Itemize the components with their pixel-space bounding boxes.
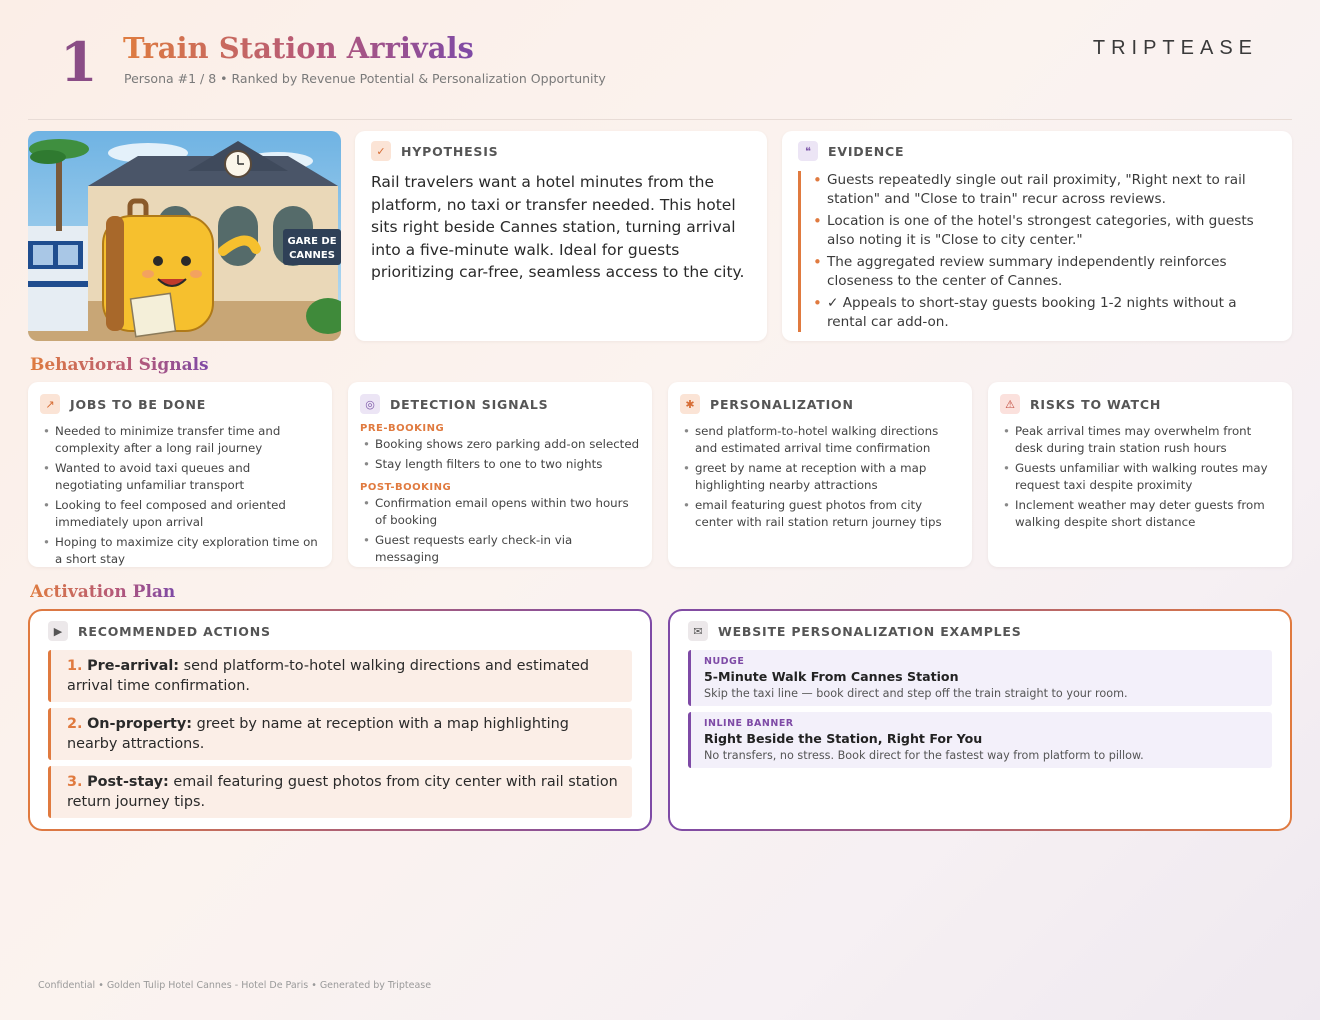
post-booking-list <box>360 495 640 566</box>
activation-plan-title: Activation Plan <box>30 582 176 602</box>
asterisk-icon: ✱ <box>680 394 700 414</box>
website-examples-label: WEBSITE PERSONALIZATION EXAMPLES <box>718 623 1022 639</box>
action-item <box>48 766 632 818</box>
risks-list <box>1000 423 1280 531</box>
example-card <box>688 712 1272 768</box>
list-item: • Stay length filters to one to two nights <box>360 456 640 473</box>
jobs-list <box>40 423 320 568</box>
arrow-up-right-icon: ↗ <box>40 394 60 414</box>
evidence-item: • Guests repeatedly single out rail proximity, "Right next to rail station" and "Close to train" recur across reviews. <box>813 171 1276 209</box>
action-item <box>48 708 632 760</box>
hypothesis-card <box>355 131 767 341</box>
recommended-actions-box <box>28 609 652 831</box>
risks-label: RISKS TO WATCH <box>1030 396 1162 412</box>
list-item: • Guest requests early check-in via messaging <box>360 532 640 566</box>
list-item: • Booking shows zero parking add-on selected <box>360 436 640 453</box>
evidence-label: EVIDENCE <box>828 143 905 159</box>
jobs-card <box>28 382 332 567</box>
list-item: • Peak arrival times may overwhelm front desk during train station rush hours <box>1000 423 1280 457</box>
website-examples-box <box>668 609 1292 831</box>
action-label: On-property: <box>87 716 192 732</box>
evidence-list <box>798 171 1276 332</box>
example-tag: NUDGE <box>704 656 745 667</box>
behavioral-signals-title: Behavioral Signals <box>30 355 209 375</box>
action-number: 3. <box>67 774 83 790</box>
example-title: 5-Minute Walk From Cannes Station <box>704 669 959 684</box>
example-body: No transfers, no stress. Book direct for the fastest way from platform to pillow. <box>704 749 1144 762</box>
hero-illustration <box>28 131 341 341</box>
target-icon: ◎ <box>360 394 380 414</box>
page-header <box>0 0 1320 120</box>
action-item <box>48 650 632 702</box>
list-item: • greet by name at reception with a map highlighting nearby attractions <box>680 460 960 494</box>
hypothesis-text: Rail travelers want a hotel minutes from the platform, no taxi or transfer needed. This hotel sits right beside Cannes station, turning arrival into a five-minute walk. Ideal for guests prioritizing car-free, seamless access to the city. <box>371 173 745 281</box>
play-icon: ▶ <box>48 621 68 641</box>
list-item: • Hoping to maximize city exploration time on a short stay <box>40 534 320 568</box>
action-label: Post-stay: <box>87 774 169 790</box>
persona-number: 1 <box>60 30 98 94</box>
risks-card <box>988 382 1292 567</box>
evidence-item: • The aggregated review summary independently reinforces closeness to the center of Cannes. <box>813 253 1276 291</box>
action-text: greet by name at reception with a map highlighting nearby attractions. <box>67 716 569 752</box>
list-item: • Guests unfamiliar with walking routes may request taxi despite proximity <box>1000 460 1280 494</box>
warning-icon: ⚠ <box>1000 394 1020 414</box>
action-text: email featuring guest photos from city center with rail station return journey tips. <box>67 774 618 810</box>
page-title: Train Station Arrivals <box>123 31 474 65</box>
mail-icon: ✉ <box>688 621 708 641</box>
action-number: 2. <box>67 716 83 732</box>
personalization-list <box>680 423 960 531</box>
page-subtitle: Persona #1 / 8 • Ranked by Revenue Potential & Personalization Opportunity <box>124 71 606 86</box>
personalization-card <box>668 382 972 567</box>
station-sign-line2: CANNES <box>289 250 335 261</box>
jobs-label: JOBS TO BE DONE <box>70 396 207 412</box>
action-text: send platform-to-hotel walking directions and estimated arrival time confirmation. <box>67 658 590 694</box>
action-label: Pre-arrival: <box>87 658 180 674</box>
detection-card <box>348 382 652 567</box>
example-title: Right Beside the Station, Right For You <box>704 731 983 746</box>
list-item: • Inclement weather may deter guests from walking despite short distance <box>1000 497 1280 531</box>
hypothesis-label: HYPOTHESIS <box>401 143 499 159</box>
list-item: • Wanted to avoid taxi queues and negotiating unfamiliar transport <box>40 460 320 494</box>
post-booking-label: POST-BOOKING <box>360 482 452 493</box>
action-number: 1. <box>67 658 83 674</box>
pre-booking-label: PRE-BOOKING <box>360 423 445 434</box>
list-item: • Looking to feel composed and oriented immediately upon arrival <box>40 497 320 531</box>
page-footer: Confidential • Golden Tulip Hotel Cannes - Hotel De Paris • Generated by Triptease <box>38 980 432 991</box>
detection-label: DETECTION SIGNALS <box>390 396 549 412</box>
evidence-item: • ✓ Appeals to short-stay guests booking 1-2 nights without a rental car add-on. <box>813 294 1276 332</box>
list-item: • Confirmation email opens within two hours of booking <box>360 495 640 529</box>
example-card <box>688 650 1272 706</box>
station-sign-line1: GARE DE <box>287 236 337 247</box>
list-item: • Needed to minimize transfer time and complexity after a long rail journey <box>40 423 320 457</box>
example-body: Skip the taxi line — book direct and step off the train straight to your room. <box>704 687 1128 700</box>
brand-logo: TRIPTEASE <box>1092 37 1258 59</box>
header-divider <box>28 119 1292 120</box>
example-tag: INLINE BANNER <box>704 718 794 729</box>
personalization-label: PERSONALIZATION <box>710 396 854 412</box>
evidence-card <box>782 131 1292 341</box>
list-item: • send platform-to-hotel walking directions and estimated arrival time confirmation <box>680 423 960 457</box>
recommended-actions-label: RECOMMENDED ACTIONS <box>78 623 271 639</box>
list-item: • email featuring guest photos from city center with rail station return journey tips <box>680 497 960 531</box>
check-icon: ✓ <box>371 141 391 161</box>
evidence-item: • Location is one of the hotel's strongest categories, with guests also noting it is "Close to city center." <box>813 212 1276 250</box>
pre-booking-list <box>360 436 640 473</box>
quote-icon: ❝ <box>798 141 818 161</box>
